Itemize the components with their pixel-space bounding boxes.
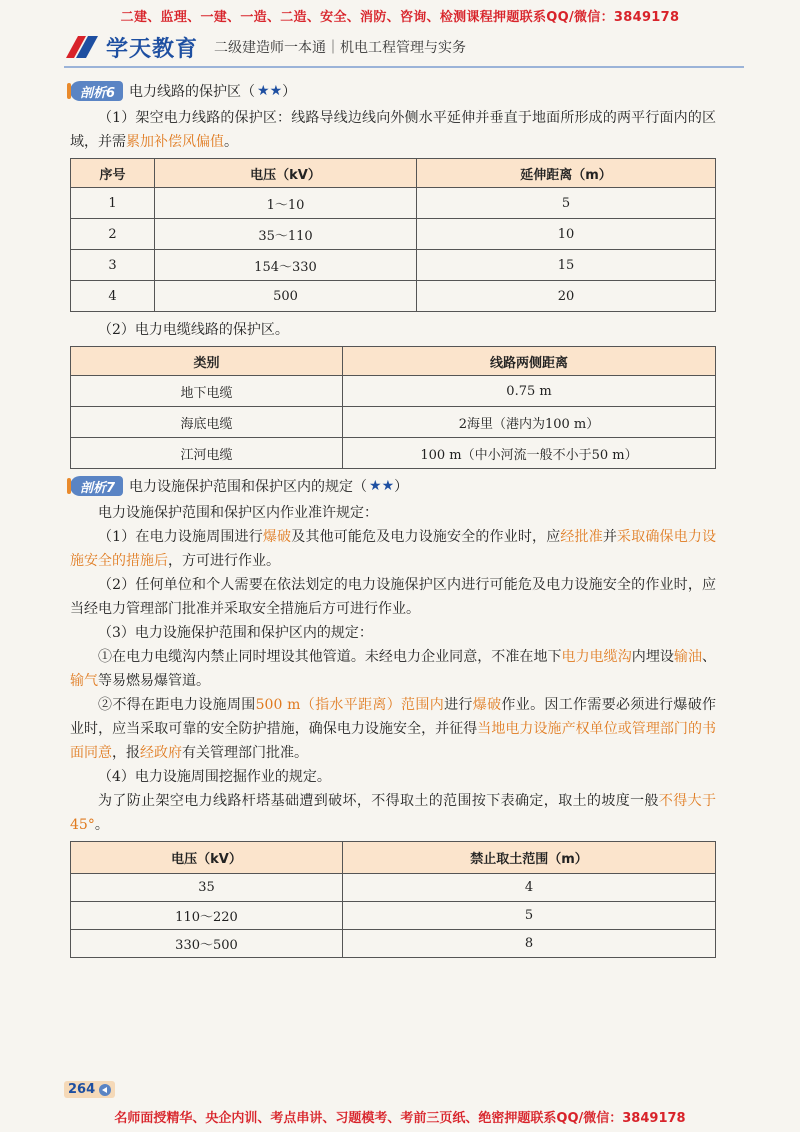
page-number: 264 — [64, 1081, 115, 1098]
table-header: 禁止取土范围（m） — [343, 842, 716, 874]
overhead-line-paragraph: （1）架空电力线路的保护区：线路导线边线向外侧水平延伸并垂直于地面所形成的两平行面内的区域，并需累加补偿风偏值。 — [70, 110, 716, 150]
section-6-heading — [70, 80, 716, 102]
cable-line-paragraph: （2）电力电缆线路的保护区。 — [98, 322, 289, 338]
star-rating-icon: ★★ — [257, 83, 283, 99]
rule-3-paragraph: （3）电力设施保护范围和保护区内的规定： — [98, 625, 373, 641]
page-arrow-icon — [99, 1084, 111, 1096]
excavation-limit-table — [70, 841, 716, 958]
table-header: 电压（kV） — [71, 842, 343, 874]
table-header: 线路两侧距离 — [343, 347, 716, 376]
table-header: 电压（kV） — [155, 159, 417, 188]
rule-4-paragraph: （4）电力设施周围挖掘作业的规定。 — [98, 769, 331, 785]
table-header-row — [71, 159, 716, 188]
table-row: 3 154～330 15 — [71, 250, 716, 281]
rule-1-paragraph: （1）在电力设施周围进行爆破及其他可能危及电力设施安全的作业时，应经批准并采取确保电力设施安全的措施后，方可进行作业。 — [70, 529, 717, 569]
rule-2-paragraph: （2）任何单位和个人需要在依法划定的电力设施保护区内进行可能危及电力设施安全的作业时，应当经电力管理部门批准并采取安全措施后方可进行作业。 — [70, 577, 716, 617]
brand-logo-text: 学天教育 — [106, 36, 199, 62]
table-row: 4 500 20 — [71, 281, 716, 312]
section-6-badge: 剖析6 — [70, 81, 123, 101]
section-6-title-end: ） — [282, 84, 297, 100]
table-row: 2 35～110 10 — [71, 219, 716, 250]
table-row: 地下电缆 0.75 m — [71, 376, 716, 407]
table-row: 330～500 8 — [71, 930, 716, 958]
table-header-row — [71, 842, 716, 874]
rule-3a-paragraph: ①在电力电缆沟内禁止同时埋设其他管道。未经电力企业同意，不准在地下电力电缆沟内埋设输油、输气等易燃易爆管道。 — [70, 649, 717, 689]
rule-3b-paragraph: ②不得在距电力设施周围500 m（指水平距离）范围内进行爆破作业。因工作需要必须进行爆破作业时，应当采取可靠的安全防护措施，确保电力设施安全，并征得当地电力设施产权单位或管理部门的书面同意，报经政府有关管理部门批准。 — [70, 697, 717, 761]
star-rating-icon: ★★ — [369, 478, 395, 494]
section-7-title-end: ） — [394, 479, 409, 495]
table-row: 1 1～10 5 — [71, 188, 716, 219]
section-7-badge: 剖析7 — [70, 476, 123, 496]
main-content — [70, 80, 716, 964]
section-6-title: 电力线路的保护区（ — [129, 84, 256, 100]
section-7-intro: 电力设施保护范围和保护区内作业准许规定： — [98, 505, 378, 521]
overhead-line-table — [70, 158, 716, 312]
table-row: 海底电缆 2海里（港内为100 m） — [71, 407, 716, 438]
book-title: 二级建造师一本通｜机电工程管理与实务 — [214, 40, 467, 56]
page-header — [64, 30, 744, 64]
section-7-title: 电力设施保护范围和保护区内的规定（ — [129, 479, 368, 495]
excavation-paragraph: 为了防止架空电力线路杆塔基础遭到破坏，不得取土的范围按下表确定，取土的坡度一般不得大于45°。 — [70, 793, 717, 833]
header-divider — [64, 66, 744, 68]
table-header: 延伸距离（m） — [417, 159, 716, 188]
section-7-heading — [70, 475, 716, 497]
top-promo-banner: 二建、监理、一建、一造、二造、安全、消防、咨询、检测课程押题联系QQ/微信：3849178 — [120, 10, 680, 25]
table-row: 江河电缆 100 m（中小河流一般不小于50 m） — [71, 438, 716, 469]
cable-protection-table — [70, 346, 716, 469]
table-header-row — [71, 347, 716, 376]
table-row: 35 4 — [71, 874, 716, 902]
bottom-promo-banner: 名师面授精华、央企内训、考点串讲、习题模考、考前三页纸、绝密押题联系QQ/微信：3849178 — [114, 1111, 686, 1126]
table-header: 序号 — [71, 159, 155, 188]
logo-icon — [64, 34, 100, 60]
table-header: 类别 — [71, 347, 343, 376]
table-row: 110～220 5 — [71, 902, 716, 930]
